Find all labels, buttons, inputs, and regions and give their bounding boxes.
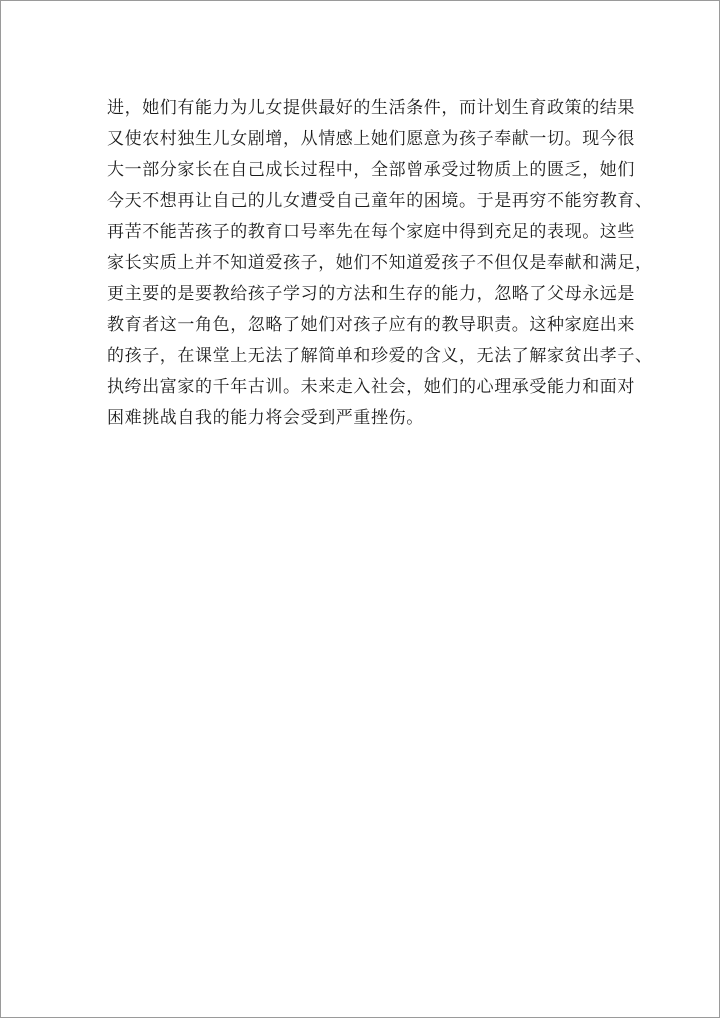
paragraph-line: 家长实质上并不知道爱孩子，她们不知道爱孩子不但仅是奉献和满足， [107,253,653,273]
paragraph-line: 更主要的是要教给孩子学习的方法和生存的能力，忽略了父母永远是 [107,284,635,304]
paragraph-line: 困难挑战自我的能力将会受到严重挫伤。 [107,408,424,428]
paragraph-line: 的孩子，在课堂上无法了解简单和珍爱的含义，无法了解家贫出孝子、 [107,346,653,366]
paragraph-line: 今天不想再让自己的儿女遭受自己童年的困境。于是再穷不能穷教育、 [107,191,653,211]
paragraph-line: 执绔出富家的千年古训。未来走入社会，她们的心理承受能力和面对 [107,377,635,397]
paragraph [107,93,653,434]
paragraph-line: 大一部分家长在自己成长过程中，全部曾承受过物质上的匮乏，她们 [107,160,635,180]
paragraph-line: 再苦不能苦孩子的教育口号率先在每个家庭中得到充足的表现。这些 [107,222,635,242]
paragraph-line: 教育者这一角色，忽略了她们对孩子应有的教导职责。这种家庭出来 [107,315,635,335]
paragraph-line: 进，她们有能力为儿女提供最好的生活条件，而计划生育政策的结果 [107,98,635,118]
paragraph-line: 又使农村独生儿女剧增，从情感上她们愿意为孩子奉献一切。现今很 [107,129,635,149]
